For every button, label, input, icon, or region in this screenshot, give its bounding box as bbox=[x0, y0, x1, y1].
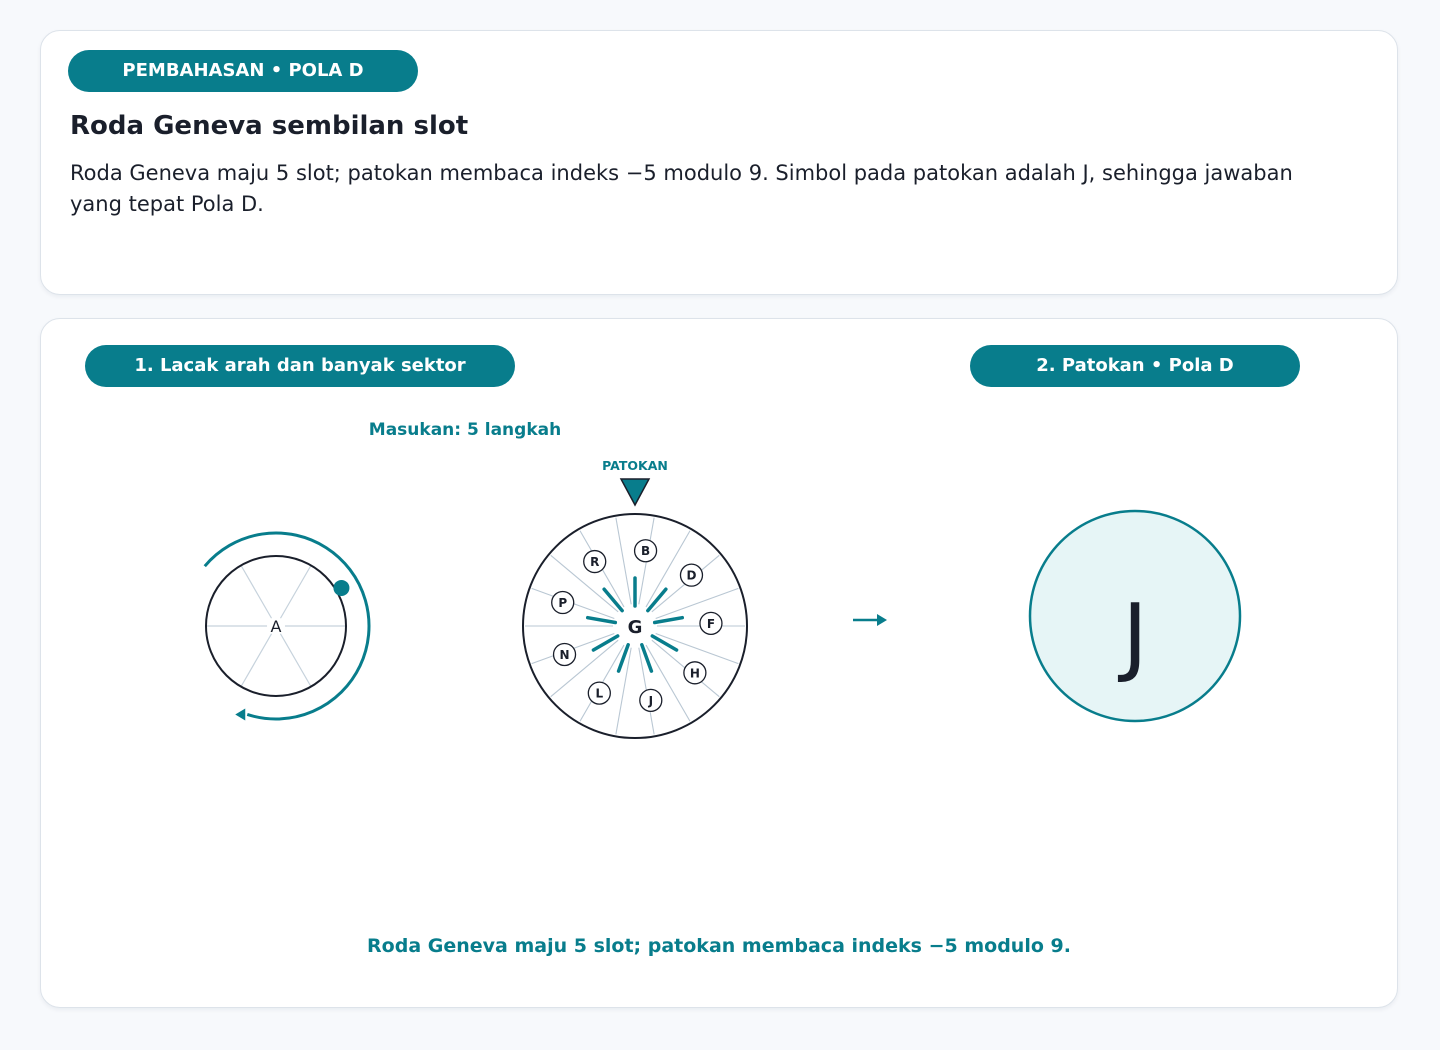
slot-label: P bbox=[558, 596, 568, 611]
driver-pin bbox=[333, 580, 349, 596]
slot-label: N bbox=[559, 647, 570, 662]
slot-label: D bbox=[686, 568, 697, 583]
geneva-wheel bbox=[523, 514, 747, 738]
result-symbol: J bbox=[1122, 586, 1148, 686]
slot-label: R bbox=[590, 555, 600, 570]
step2-label: 2. Patokan • Pola D bbox=[970, 345, 1300, 387]
diagram-card bbox=[40, 318, 1398, 1008]
pointer-label: PATOKAN bbox=[602, 458, 668, 473]
input-label: Masukan: 5 langkah bbox=[368, 420, 562, 440]
geneva-diagram bbox=[41, 319, 1399, 919]
slot-label: J bbox=[648, 693, 654, 708]
explanation-title: Roda Geneva sembilan slot bbox=[70, 111, 469, 141]
wheel-spoke bbox=[656, 634, 739, 664]
explanation-description: Roda Geneva maju 5 slot; patokan membaca indeks −5 modulo 9. Simbol pada patokan adalah J, sehingga jawaban yang tepat Pola D. bbox=[70, 161, 1293, 216]
explanation-badge: PEMBAHASAN • POLA D bbox=[68, 50, 418, 92]
slot-label: B bbox=[640, 544, 651, 559]
wheel-slot bbox=[588, 618, 616, 623]
driver-label: A bbox=[270, 617, 282, 636]
wheel-slot bbox=[655, 618, 683, 623]
slot-label: L bbox=[595, 686, 604, 701]
wheel-spoke bbox=[656, 588, 739, 618]
driver-wheel bbox=[205, 533, 369, 720]
wheel-spoke bbox=[616, 518, 631, 605]
arrow-right-icon bbox=[853, 614, 887, 626]
slot-label: F bbox=[706, 616, 716, 631]
wheel-slot bbox=[642, 645, 652, 671]
wheel-center-label: G bbox=[627, 617, 643, 638]
wheel-slot bbox=[619, 645, 629, 671]
diagram-caption: Roda Geneva maju 5 slot; patokan membaca indeks −5 modulo 9. bbox=[367, 935, 1071, 957]
rotation-arrow-icon bbox=[235, 708, 245, 720]
pointer-triangle-icon bbox=[621, 479, 649, 505]
slot-label: H bbox=[689, 666, 700, 681]
explanation-card bbox=[40, 30, 1398, 295]
step1-label: 1. Lacak arah dan banyak sektor bbox=[85, 345, 515, 387]
